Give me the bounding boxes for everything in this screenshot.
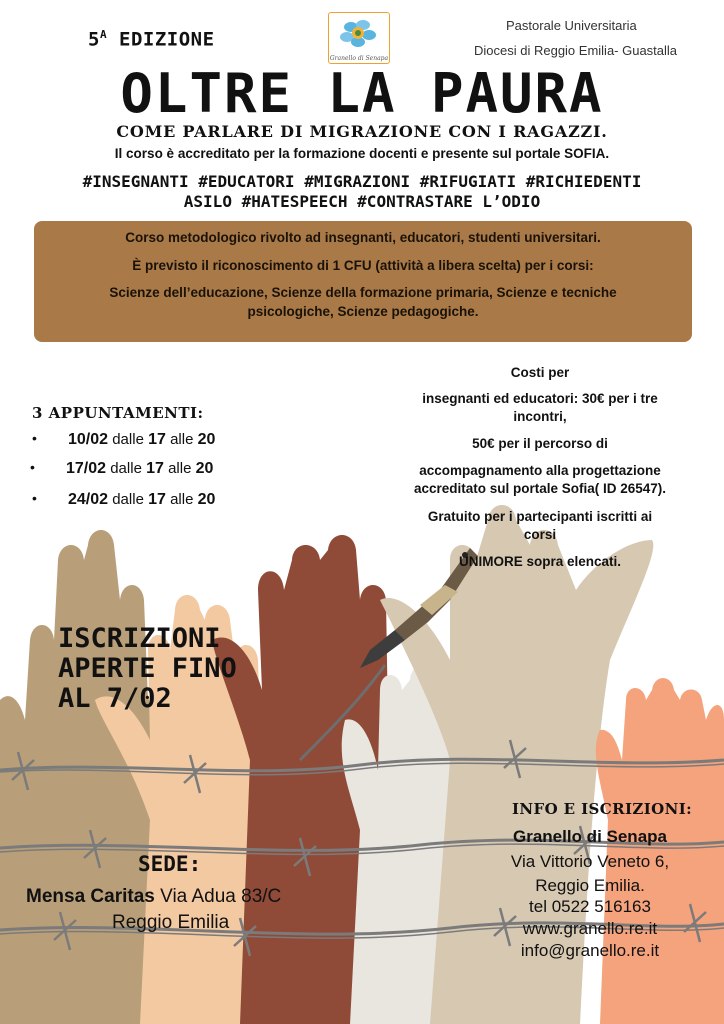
granello-logo (328, 12, 390, 64)
appointment-from-word: dalle (112, 491, 144, 508)
costs-line-8: corsi (523, 527, 557, 542)
info-line-2: È previsto il riconoscimento di 1 CFU (attività a libera scelta) per i corsi: (132, 258, 594, 273)
contact-website-link[interactable]: www.granello.re.it (522, 919, 658, 938)
appointments-title: 3 APPUNTAMENTI: (32, 404, 204, 422)
course-info-box (34, 221, 692, 342)
contact-title: INFO E ISCRIZIONI: (512, 800, 693, 818)
hashtags-line-1: #INSEGNANTI #EDUCATORI #MIGRAZIONI #RIFUGIATI #RICHIEDENTI (82, 172, 642, 191)
bullet-icon: • (32, 490, 37, 506)
registration-line-3: AL 7/02 (58, 683, 172, 714)
costs-line-1: Costi per (510, 365, 570, 380)
contact-email-link[interactable]: info@granello.re.it (520, 941, 660, 960)
costs-line-9: UNIMORE sopra elencati. (458, 554, 622, 569)
appointment-from-word: dalle (112, 431, 144, 448)
costs-line-3: incontri, (513, 409, 567, 424)
subtitle: COME PARLARE DI MIGRAZIONE CON I RAGAZZI. (116, 122, 608, 141)
edition-word: EDIZIONE (107, 28, 215, 51)
contact-street: Via Vittorio Veneto 6, (510, 852, 670, 871)
org-line-2: Diocesi di Reggio Emilia- Guastalla (474, 43, 678, 58)
hashtags-line-2: ASILO #HATESPEECH #CONTRASTARE L’ODIO (183, 192, 541, 211)
appointment-item (30, 459, 214, 478)
appointment-from: 17 (146, 460, 164, 477)
main-title: OLTRE LA PAURA (120, 62, 604, 125)
info-line-1: Corso metodologico rivolto ad insegnanti, educatori, studenti universitari. (125, 230, 601, 245)
accreditation-note: Il corso è accreditato per la formazione docenti e presente sul portale SOFIA. (114, 146, 610, 161)
edition-label (88, 28, 215, 50)
appointment-item (32, 490, 216, 509)
bullet-icon: • (32, 430, 37, 446)
venue-name: Mensa Caritas (26, 886, 155, 907)
contact-city: Reggio Emilia. (535, 876, 645, 895)
info-line-3: Scienze dell’educazione, Scienze della formazione primaria, Scienze e tecniche (109, 285, 617, 300)
costs-line-6: accreditato sul portale Sofia( ID 26547). (413, 481, 667, 496)
registration-line-1: ISCRIZIONI (58, 623, 221, 654)
costs-line-5: accompagnamento alla progettazione (419, 463, 661, 478)
costs-line-4: 50€ per il percorso di (472, 436, 608, 451)
contact-phone: tel 0522 516163 (529, 897, 651, 916)
venue-title: SEDE: (138, 852, 202, 876)
appointment-from-word: dalle (110, 460, 142, 477)
appointment-to: 20 (197, 431, 216, 448)
appointment-date: 17/02 (66, 460, 107, 477)
edition-sup: A (99, 28, 108, 41)
registration-line-2: APERTE FINO (58, 653, 237, 684)
logo-text: Granello di Senapa (329, 55, 389, 62)
appointment-date: 24/02 (68, 491, 109, 508)
appointment-item (32, 430, 216, 449)
org-line-1: Pastorale Universitaria (506, 18, 637, 33)
venue-street: Via Adua 83/C (154, 886, 282, 907)
appointment-from: 17 (148, 431, 166, 448)
flower-logo-icon (329, 13, 389, 53)
contact-name: Granello di Senapa (513, 827, 667, 846)
appointment-to: 20 (195, 460, 214, 477)
appointment-to-word: alle (170, 491, 194, 508)
appointment-to: 20 (197, 491, 216, 508)
info-line-4: psicologiche, Scienze pedagogiche. (247, 304, 479, 319)
edition-number: 5 (88, 28, 100, 51)
appointment-date: 10/02 (68, 431, 109, 448)
costs-line-2: insegnanti ed educatori: 30€ per i tre (422, 391, 658, 406)
venue-city: Reggio Emilia (112, 912, 230, 933)
venue-address (26, 886, 281, 908)
appointment-to-word: alle (168, 460, 192, 477)
appointment-to-word: alle (170, 431, 194, 448)
hashtags (0, 172, 724, 212)
costs-line-7: Gratuito per i partecipanti iscritti ai (427, 509, 653, 524)
bullet-icon: • (30, 459, 35, 475)
hand-salmon (596, 678, 724, 1024)
appointment-from: 17 (148, 491, 166, 508)
